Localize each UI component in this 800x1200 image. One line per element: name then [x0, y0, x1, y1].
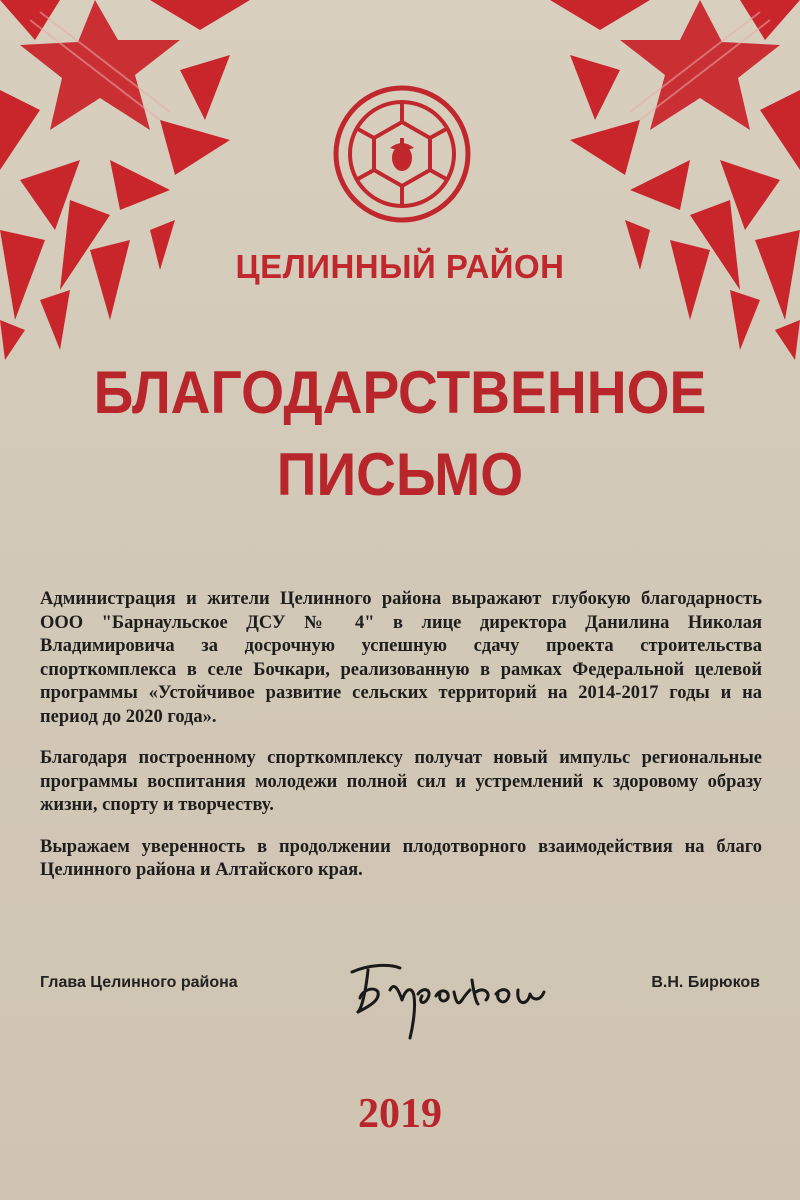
document-title-line2: ПИСЬМО — [276, 441, 524, 508]
body-paragraph: Администрация и жители Целинного района выражают глубокую благодарность ООО "Барнаульское ДСУ № 4" в лице директора Данилина Николая Владимировича за досрочную успешную сдачу проекта строительства спорткомплекса в селе Бочкари, реализованную в рамках Федеральной целевой программы «Устойчивое развитие сельских территорий на 2014-2017 годы и на период до 2020 года». — [40, 589, 762, 727]
district-name: ЦЕЛИННЫЙ РАЙОН — [235, 248, 565, 285]
signatory-title: Глава Целинного района — [40, 974, 238, 991]
letter-body — [40, 588, 762, 901]
document-year: 2019 — [358, 1091, 442, 1137]
body-paragraph: Благодаря построенному спорткомплексу получат новый импульс региональные программы воспитания молодежи полной сил и устремлений к здоровому образу жизни, спорту и творчеству. — [40, 748, 762, 815]
hop-cone-emblem-icon — [330, 82, 474, 226]
signatory-name: В.Н. Бирюков — [651, 974, 760, 991]
signature-block — [0, 950, 800, 1040]
handwritten-signature — [340, 950, 560, 1040]
document-title-line1: БЛАГОДАРСТВЕННОЕ — [93, 359, 707, 426]
body-paragraph: Выражаем уверенность в продолжении плодотворного взаимодействия на благо Целинного района и Алтайского края. — [40, 836, 762, 880]
